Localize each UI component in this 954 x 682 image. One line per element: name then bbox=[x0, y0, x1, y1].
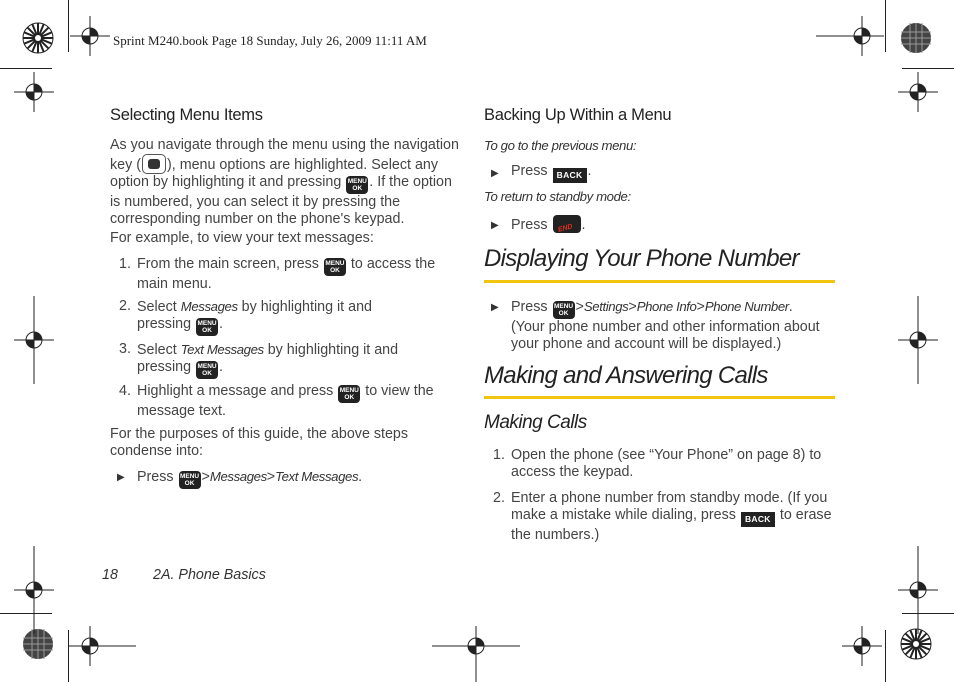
menu-ok-key-icon: MENU OK bbox=[339, 387, 359, 401]
phone-number-instruction: Press MENU OK >Settings>Phone Info>Phone Number. (Your phone number and other information about your phone and account will be displayed.) bbox=[511, 299, 820, 352]
section-divider bbox=[484, 396, 835, 399]
section-title-making-answering-calls: Making and Answering Calls bbox=[484, 362, 768, 389]
condense-paragraph: For the purposes of this guide, the above steps condense into: bbox=[110, 426, 409, 459]
condensed-instruction: Press MENU OK >Messages>Text Messages. bbox=[137, 469, 363, 487]
standby-label: To return to standby mode: bbox=[484, 189, 631, 204]
step-item: Enter a phone number from standby mode. (If you make a mistake while dialing, press BACK to erase the numbers.) bbox=[511, 490, 832, 543]
step-number: 2. bbox=[119, 298, 131, 314]
step-item: Open the phone (see “Your Phone” on page 8) to access the keypad. bbox=[511, 447, 822, 480]
bullet-arrow-icon: ▶ bbox=[491, 168, 499, 179]
menu-ok-key-icon: MENU OK bbox=[325, 260, 345, 274]
print-header-note: Sprint M240.book Page 18 Sunday, July 26, 2009 11:11 AM bbox=[113, 33, 427, 48]
step-item: From the main screen, press MENU OK to access the main menu. bbox=[137, 256, 436, 292]
example-paragraph: For example, to view your text messages: bbox=[110, 230, 374, 246]
step-number: 3. bbox=[119, 341, 131, 357]
menu-ok-key-icon: MENU OK bbox=[553, 303, 574, 317]
back-key-icon: BACK bbox=[553, 168, 587, 183]
step-number: 1. bbox=[119, 256, 131, 272]
press-end-instruction: Press END . bbox=[511, 217, 586, 234]
bullet-arrow-icon: ▶ bbox=[491, 302, 499, 313]
step-number: 2. bbox=[493, 490, 505, 506]
menu-ok-key-icon: MENU OK bbox=[197, 320, 217, 334]
menu-ok-key-icon: MENU OK bbox=[347, 178, 367, 192]
footer-section-name: 2A. Phone Basics bbox=[153, 567, 266, 583]
bullet-arrow-icon: ▶ bbox=[491, 220, 499, 231]
back-key-icon: BACK bbox=[741, 512, 775, 527]
menu-ok-key-icon: MENU OK bbox=[179, 473, 200, 487]
section-divider bbox=[484, 280, 835, 283]
navigation-key-icon bbox=[142, 154, 166, 174]
end-key-icon: END bbox=[553, 215, 581, 233]
step-item: Highlight a message and press MENU OK to view the message text. bbox=[137, 383, 434, 419]
bullet-arrow-icon: ▶ bbox=[117, 472, 125, 483]
intro-paragraph: As you navigate through the menu using the navigation key ( ), menu options are highlighted. Select any option by highlighting it and pressing MENU OK . If the option is numbered, you can select it by pressing the corresponding number on the phone's keypad. bbox=[110, 137, 459, 227]
previous-menu-label: To go to the previous menu: bbox=[484, 138, 637, 153]
subsection-title-making-calls: Making Calls bbox=[484, 412, 587, 433]
press-back-instruction: Press BACK . bbox=[511, 163, 592, 183]
step-item: Select Messages by highlighting it and pressing MENU OK . bbox=[137, 299, 372, 334]
step-number: 1. bbox=[493, 447, 505, 463]
step-number: 4. bbox=[119, 383, 131, 399]
menu-ok-key-icon: MENU OK bbox=[197, 363, 217, 377]
section-title-displaying-phone-number: Displaying Your Phone Number bbox=[484, 245, 799, 272]
step-item: Select Text Messages by highlighting it and pressing MENU OK . bbox=[137, 342, 399, 377]
section-heading-backing-up: Backing Up Within a Menu bbox=[484, 106, 672, 124]
page-number: 18 bbox=[102, 567, 118, 583]
section-heading-selecting-menu-items: Selecting Menu Items bbox=[110, 106, 263, 124]
